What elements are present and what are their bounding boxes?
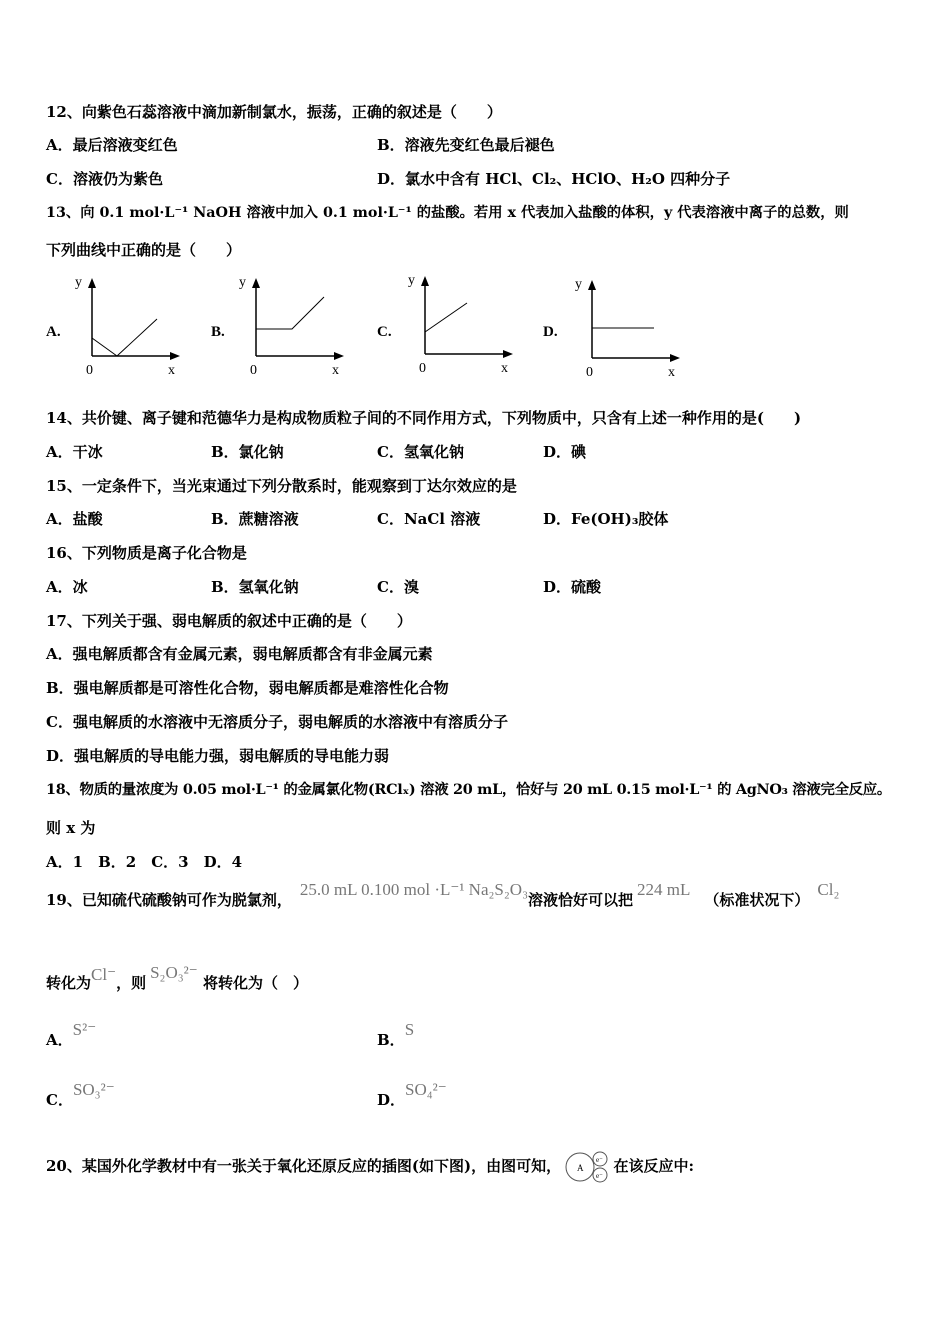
q19-text-6: 将转化为（ ） xyxy=(197,974,308,992)
graph-d xyxy=(570,270,690,382)
curve-a xyxy=(92,319,157,356)
option-formula: SO₃²⁻ xyxy=(72,1080,115,1099)
q17-option-c: C．强电解质的水溶液中无溶质分子，弱电解质的水溶液中有溶质分子 xyxy=(46,713,508,731)
origin-label: 0 xyxy=(86,363,93,378)
q14-option-a: A．干冰 xyxy=(46,443,103,461)
q15-option-c: C．NaCl 溶液 xyxy=(377,510,481,528)
option-formula: S xyxy=(404,1020,415,1039)
q19-text-3: （标准状况下） xyxy=(704,891,810,909)
q17-option-d: D．强电解质的导电能力强，弱电解质的导电能力弱 xyxy=(46,747,390,765)
q20-text: 20、某国外化学教材中有一张关于氧化还原反应的插图(如下图)，由图可知， xyxy=(46,1157,562,1175)
q20-stem xyxy=(46,1150,694,1184)
q19-formula-thiosulfate: S₂O₃²⁻ xyxy=(150,963,198,982)
q19-option-d xyxy=(377,1080,447,1110)
x-arrow xyxy=(670,354,680,362)
y-label: y xyxy=(408,273,415,288)
option-letter: D． xyxy=(377,1091,406,1109)
q16-option-c: C．溴 xyxy=(377,578,419,596)
y-arrow xyxy=(88,278,96,288)
q14-option-d: D．碘 xyxy=(543,443,587,461)
q19-text-1: 19、已知硫代硫酸钠可作为脱氯剂， xyxy=(46,891,292,909)
x-arrow xyxy=(170,352,180,360)
q12-option-b: B．溶液先变红色最后褪色 xyxy=(377,136,555,154)
q12-option-d: D．氯水中含有 HCl、Cl₂、HClO、H₂O 四种分子 xyxy=(377,170,731,188)
q15-stem: 15、一定条件下，当光束通过下列分散系时，能观察到丁达尔效应的是 xyxy=(46,477,517,495)
y-label: y xyxy=(575,277,582,292)
q12-option-a: A．最后溶液变红色 xyxy=(46,136,178,154)
q17-option-b: B．强电解质都是可溶性化合物，弱电解质都是难溶性化合物 xyxy=(46,679,449,697)
q16-option-b: B．氢氧化钠 xyxy=(211,578,299,596)
q19-text-2: 溶液恰好可以把 xyxy=(528,891,634,909)
q19-option-a xyxy=(46,1020,97,1050)
graph-c xyxy=(403,266,523,378)
atom-losing-electrons-icon xyxy=(564,1150,610,1184)
q19-formula-cl-ion: Cl⁻ xyxy=(91,965,117,984)
graph-b-label: B. xyxy=(211,324,225,340)
y-label: y xyxy=(75,275,82,290)
origin-label: 0 xyxy=(586,365,593,380)
y-label: y xyxy=(239,275,246,290)
q14-option-c: C．氢氧化钠 xyxy=(377,443,464,461)
q19-formula-cl2: Cl₂ xyxy=(817,880,840,899)
graph-a xyxy=(70,268,190,380)
q12-stem: 12、向紫色石蕊溶液中滴加新制氯水，振荡，正确的叙述是（ ） xyxy=(46,103,502,121)
y-arrow xyxy=(421,276,429,286)
q18-stem: 18、物质的量浓度为 0.05 mol·L⁻¹ 的金属氯化物(RClₓ) 溶液 20 mL，恰好与 20 mL 0.15 mol·L⁻¹ 的 AgNO₃ 溶液完全反应。 xyxy=(46,781,891,798)
x-arrow xyxy=(334,352,344,360)
origin-label: 0 xyxy=(419,361,426,376)
q17-option-a: A．强电解质都含有金属元素，弱电解质都含有非金属元素 xyxy=(46,645,433,663)
q13-stem-cont: 下列曲线中正确的是（ ） xyxy=(46,241,242,259)
option-letter: A． xyxy=(46,1031,73,1049)
q15-option-a: A．盐酸 xyxy=(46,510,103,528)
atom-label: A xyxy=(577,1163,584,1173)
q19-option-c xyxy=(46,1080,115,1110)
x-label: x xyxy=(332,363,339,378)
q18-stem-cont: 则 x 为 xyxy=(46,819,96,837)
q16-option-d: D．硫酸 xyxy=(543,578,602,596)
y-arrow xyxy=(252,278,260,288)
electron-label: e⁻ xyxy=(596,1156,604,1164)
x-label: x xyxy=(168,363,175,378)
electron-label: e⁻ xyxy=(596,1172,604,1180)
x-label: x xyxy=(668,365,675,380)
option-letter: B． xyxy=(377,1031,405,1049)
origin-label: 0 xyxy=(250,363,257,378)
q18-options: A．1 B．2 C．3 D．4 xyxy=(46,853,243,871)
option-formula: S²⁻ xyxy=(72,1020,97,1039)
q19-text-4: 转化为 xyxy=(46,974,92,992)
q12-option-c: C．溶液仍为紫色 xyxy=(46,170,163,188)
x-arrow xyxy=(503,350,513,358)
q14-option-b: B．氯化钠 xyxy=(211,443,284,461)
graph-a-label: A. xyxy=(46,324,61,340)
option-formula: SO₄²⁻ xyxy=(405,1080,447,1099)
q20-text-tail: 在该反应中: xyxy=(613,1157,695,1175)
q19-option-b xyxy=(377,1020,415,1050)
q19-stem xyxy=(46,880,840,910)
q13-stem: 13、向 0.1 mol·L⁻¹ NaOH 溶液中加入 0.1 mol·L⁻¹ 的盐酸。若用 x 代表加入盐酸的体积，y 代表溶液中离子的总数，则 xyxy=(46,205,849,221)
y-arrow xyxy=(588,280,596,290)
q15-option-d: D．Fe(OH)₃胶体 xyxy=(543,510,669,528)
q19-formula-volume: 224 mL xyxy=(637,880,691,899)
q17-stem: 17、下列关于强、弱电解质的叙述中正确的是（ ） xyxy=(46,612,412,630)
q16-option-a: A．冰 xyxy=(46,578,88,596)
q15-option-b: B．蔗糖溶液 xyxy=(211,510,299,528)
curve-b xyxy=(256,297,324,329)
q19-stem-cont xyxy=(46,963,308,993)
x-label: x xyxy=(501,361,508,376)
q19-formula-solution: 25.0 mL 0.100 mol ·L⁻¹ Na₂S₂O₃ xyxy=(299,880,529,899)
option-letter: C． xyxy=(46,1091,73,1109)
q19-text-5: ，则 xyxy=(116,974,147,992)
graph-c-label: C. xyxy=(377,324,392,340)
q16-stem: 16、下列物质是离子化合物是 xyxy=(46,544,247,562)
graph-b xyxy=(234,268,354,380)
curve-c xyxy=(425,303,467,332)
q14-stem: 14、共价键、离子键和范德华力是构成物质粒子间的不同作用方式，下列物质中，只含有上述一种作用的是( ) xyxy=(46,409,802,427)
graph-d-label: D. xyxy=(543,324,558,340)
